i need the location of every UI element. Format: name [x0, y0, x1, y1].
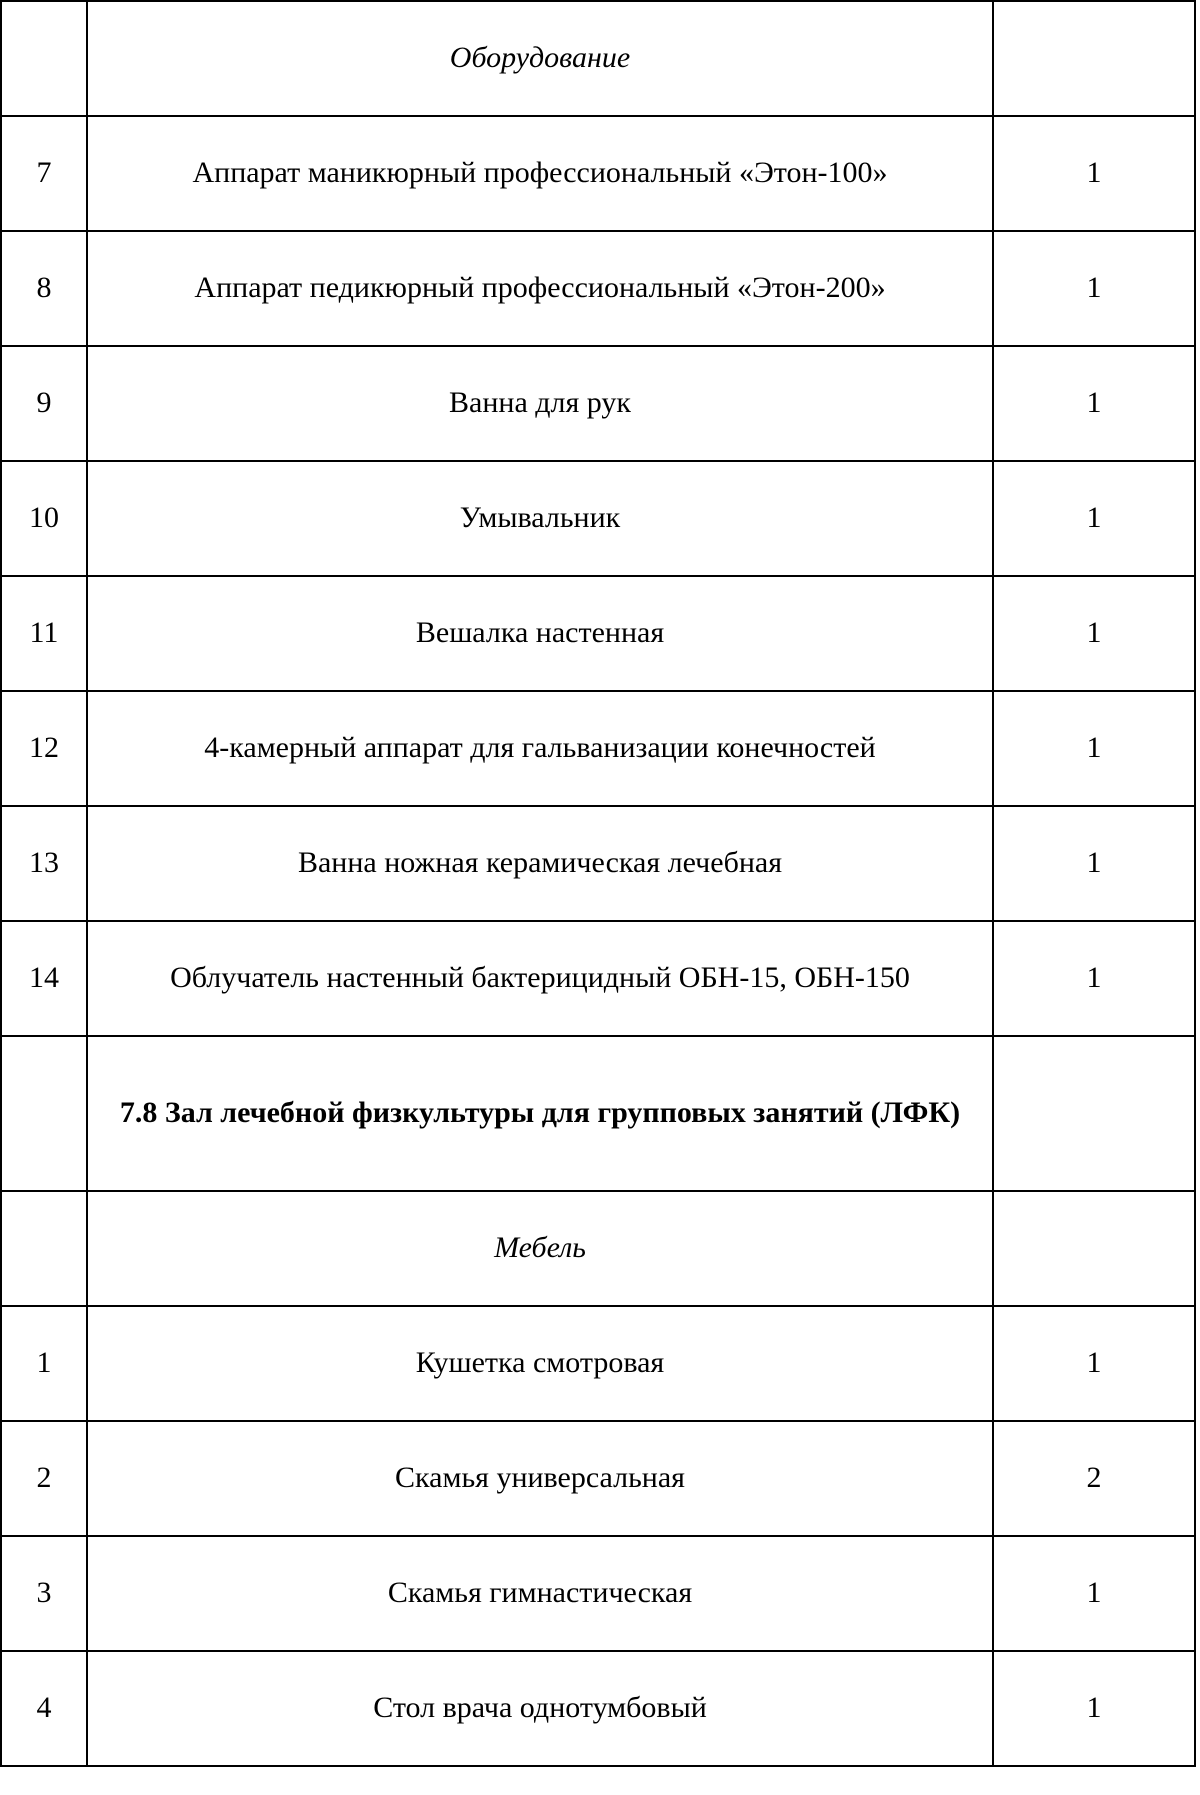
row-number: 4	[1, 1651, 87, 1766]
row-number: 2	[1, 1421, 87, 1536]
row-number: 1	[1, 1306, 87, 1421]
subheading-row	[1, 1191, 1195, 1306]
item-name: Умывальник	[87, 461, 993, 576]
row-quantity: 1	[993, 461, 1195, 576]
row-quantity: 1	[993, 116, 1195, 231]
table-row	[1, 346, 1195, 461]
row-quantity: 1	[993, 1536, 1195, 1651]
row-number: 3	[1, 1536, 87, 1651]
item-name: Аппарат педикюрный профессиональный «Этон-200»	[87, 231, 993, 346]
row-number	[1, 1036, 87, 1191]
section-heading: 7.8 Зал лечебной физкультуры для групповых занятий (ЛФК)	[87, 1036, 993, 1191]
item-name: Облучатель настенный бактерицидный ОБН-15, ОБН-150	[87, 921, 993, 1036]
table-row	[1, 576, 1195, 691]
table-row	[1, 806, 1195, 921]
row-quantity: 1	[993, 576, 1195, 691]
item-name: Скамья универсальная	[87, 1421, 993, 1536]
subheading-equipment: Оборудование	[87, 1, 993, 116]
row-number	[1, 1, 87, 116]
row-quantity: 1	[993, 346, 1195, 461]
table-row	[1, 1651, 1195, 1766]
table-row	[1, 1306, 1195, 1421]
row-quantity: 1	[993, 806, 1195, 921]
row-number: 12	[1, 691, 87, 806]
row-quantity: 1	[993, 921, 1195, 1036]
row-quantity: 1	[993, 1651, 1195, 1766]
row-number: 11	[1, 576, 87, 691]
subheading-furniture: Мебель	[87, 1191, 993, 1306]
item-name: Кушетка смотровая	[87, 1306, 993, 1421]
row-number: 10	[1, 461, 87, 576]
item-name: Стол врача однотумбовый	[87, 1651, 993, 1766]
row-quantity	[993, 1191, 1195, 1306]
row-quantity	[993, 1, 1195, 116]
subheading-row	[1, 1, 1195, 116]
item-name: Аппарат маникюрный профессиональный «Этон-100»	[87, 116, 993, 231]
row-quantity: 1	[993, 1306, 1195, 1421]
item-name: 4-камерный аппарат для гальванизации конечностей	[87, 691, 993, 806]
row-number: 14	[1, 921, 87, 1036]
table-row	[1, 691, 1195, 806]
table-row	[1, 116, 1195, 231]
item-name: Вешалка настенная	[87, 576, 993, 691]
table-row	[1, 231, 1195, 346]
row-number: 9	[1, 346, 87, 461]
row-number: 13	[1, 806, 87, 921]
item-name: Ванна ножная керамическая лечебная	[87, 806, 993, 921]
table-row	[1, 1536, 1195, 1651]
row-number	[1, 1191, 87, 1306]
row-number: 7	[1, 116, 87, 231]
row-number: 8	[1, 231, 87, 346]
row-quantity	[993, 1036, 1195, 1191]
row-quantity: 1	[993, 231, 1195, 346]
table-row	[1, 921, 1195, 1036]
item-name: Ванна для рук	[87, 346, 993, 461]
row-quantity: 2	[993, 1421, 1195, 1536]
section-heading-row	[1, 1036, 1195, 1191]
item-name: Скамья гимнастическая	[87, 1536, 993, 1651]
table-row	[1, 1421, 1195, 1536]
row-quantity: 1	[993, 691, 1195, 806]
table-row	[1, 461, 1195, 576]
